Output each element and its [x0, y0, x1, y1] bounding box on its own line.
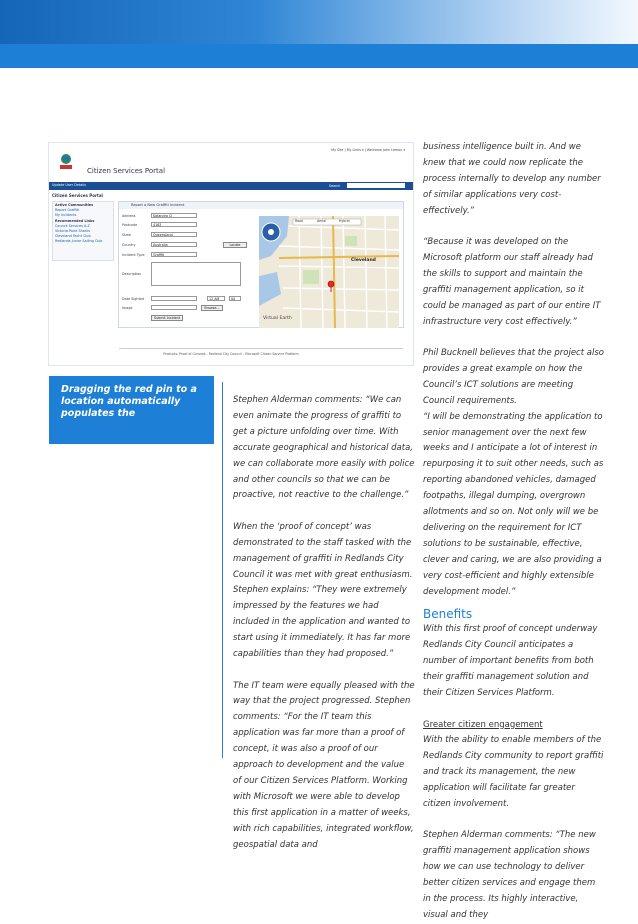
incident-map[interactable] — [259, 216, 399, 328]
left-nav-heading: Active Communities — [55, 203, 94, 207]
benefits-heading: Benefits — [423, 607, 473, 622]
left-nav-item[interactable]: Redlands Junior Sailing Club — [55, 239, 103, 244]
map-brand-label: Virtual Earth — [263, 316, 292, 321]
portal-footer-divider — [119, 348, 403, 349]
paragraph: business intelligence built in. And we knew that we could now replicate the process internally to develop any number of similar applications very cost-effectively.” — [423, 142, 601, 216]
paragraph: Stephen Alderman comments: “We can even animate the progress of graffiti to get a picture unfolding over time. With accurate geographical and historical data, we can collaborate more easily with police and other councils so that we can be proactive, not reactive to the challenge.” — [233, 395, 415, 501]
paragraph: With the ability to enable members of the Redlands City community to report graffiti and track its management, the new application will facilitate far greater citizen involvement. — [423, 735, 604, 810]
left-nav-heading: Recommended Links — [55, 218, 95, 223]
map-graphic — [259, 216, 399, 328]
portal-title: Citizen Services Portal — [87, 167, 166, 175]
paragraph: “Because it was developed on the Microsoft platform our staff already had the skills to support and maintain the graffiti management application, so it could be managed as part of our entire IT infrastructure very cost effectively.” — [423, 237, 601, 327]
header-gradient-band — [0, 0, 638, 44]
left-nav-item[interactable]: My Incidents — [55, 213, 77, 218]
portal-search-input[interactable] — [347, 183, 405, 188]
section-subheading: Greater citizen engagement — [423, 719, 543, 730]
map-aerial-tab[interactable]: Aerial — [317, 219, 327, 223]
header-blue-band — [0, 44, 638, 68]
postcode-input[interactable]: 4163 — [151, 222, 197, 227]
portal-breadcrumb: Citizen Services Portal — [52, 193, 103, 198]
paragraph: The IT team were equally pleased with the way that the project progressed. Stephen comments: “For the IT team this application was far more than a proof of concept, it was also a proof of our approach to development and the value of our Citizen Services Platform. Working with Microsoft we were able to develop this first application in a matter of weeks, with rich capabilities, integrated workflow, geospatial data and — [233, 680, 415, 850]
left-nav-item[interactable]: Cleveland Yacht Club — [55, 234, 91, 239]
incident-type-label: Incident Type — [122, 253, 145, 257]
portal-screenshot — [48, 142, 414, 366]
map-road-tab[interactable]: Road — [295, 219, 303, 223]
paragraph: Phil Bucknell believes that the project also provides a great example on how the Council’s ICT solutions are meeting Council requirements. — [423, 347, 604, 406]
address-label: Address — [122, 214, 136, 218]
text-column-right — [423, 140, 605, 924]
image-label: Image — [122, 306, 133, 310]
country-input[interactable]: Australia — [151, 242, 197, 247]
incident-type-select[interactable]: Graffiti — [151, 252, 197, 257]
paragraph: Stephen Alderman comments: “The new graffiti management application shows how we can use technology to deliver better citizen services and engage them in the process. Its highly interactive, visual and they — [423, 830, 596, 920]
browse-button[interactable]: Browse... — [201, 305, 223, 311]
country-label: Country — [122, 243, 136, 247]
address-input[interactable]: Katandra Cl — [151, 213, 197, 218]
form-header: Report a New Graffiti Incident — [119, 202, 403, 209]
minute-select[interactable]: 00 — [229, 296, 241, 301]
left-nav-item[interactable]: Report Graffiti — [55, 208, 79, 213]
hour-select[interactable]: 12 AM — [207, 296, 225, 301]
description-textarea[interactable] — [151, 262, 241, 286]
portal-footer: Products: Proof of Concept - Redland City Council - Microsoft Citizen Service Platform — [163, 352, 299, 356]
map-hybrid-tab[interactable]: Hybrid — [339, 219, 350, 223]
portal-nav-bar — [49, 182, 413, 190]
description-label: Description — [122, 272, 142, 276]
paragraph: When the ‘proof of concept’ was demonstrated to the staff tasked with the management of graffiti in Redlands City Council it was met with great enthusiasm. Stephen explains: “They were extremely impressed by the features we had included in the application and wanted to start using it immediately. It has far more capabilities than they had proposed.” — [233, 521, 413, 660]
date-sighted-input[interactable] — [151, 296, 197, 301]
portal-top-links[interactable]: My Site | My Links ▾ | Welcome John Lemon ▾ — [331, 148, 405, 152]
council-logo — [59, 153, 73, 171]
locate-button[interactable]: Locate — [223, 242, 247, 248]
paragraph: “I will be demonstrating the application to senior management over the next few weeks and I anticipate a lot of interest in repurposing it to suit other needs, such as reporting abandoned vehicles, damaged footpaths, illegal dumping, overgrown allotments and so on. Not only will we be delivering on the requirement for ICT solutions to be sustainable, effective, clever and caring, we are also providing a very cost-efficient and highly extensible development model.” — [423, 411, 604, 597]
state-input[interactable]: Queensland — [151, 232, 197, 237]
portal-left-nav — [52, 201, 114, 261]
left-nav-item[interactable]: Council Services A-Z — [55, 223, 90, 228]
column-divider — [222, 382, 223, 758]
update-user-details-link[interactable]: Update User Details — [52, 183, 86, 187]
left-nav-item[interactable]: Victoria Point Sharks — [55, 229, 90, 234]
image-path-input[interactable] — [151, 305, 197, 310]
search-label: Search — [329, 184, 341, 188]
portal-header — [49, 143, 413, 179]
date-sighted-label: Date Sighted — [122, 297, 145, 301]
text-column-middle — [233, 393, 415, 853]
graffiti-report-form — [118, 201, 404, 328]
paragraph: With this first proof of concept underway Redlands City Council anticipates a number of important benefits from both their graffiti management solution and their Citizen Services Platform. — [423, 624, 598, 699]
map-city-label: Cleveland — [351, 258, 376, 263]
postcode-label: Postcode — [122, 223, 138, 227]
state-label: State — [122, 233, 131, 237]
figure-caption-text: Dragging the red pin to a location automatically populates the — [61, 384, 197, 419]
figure-caption — [49, 376, 214, 444]
submit-incident-button[interactable]: Submit Incident — [151, 315, 183, 321]
